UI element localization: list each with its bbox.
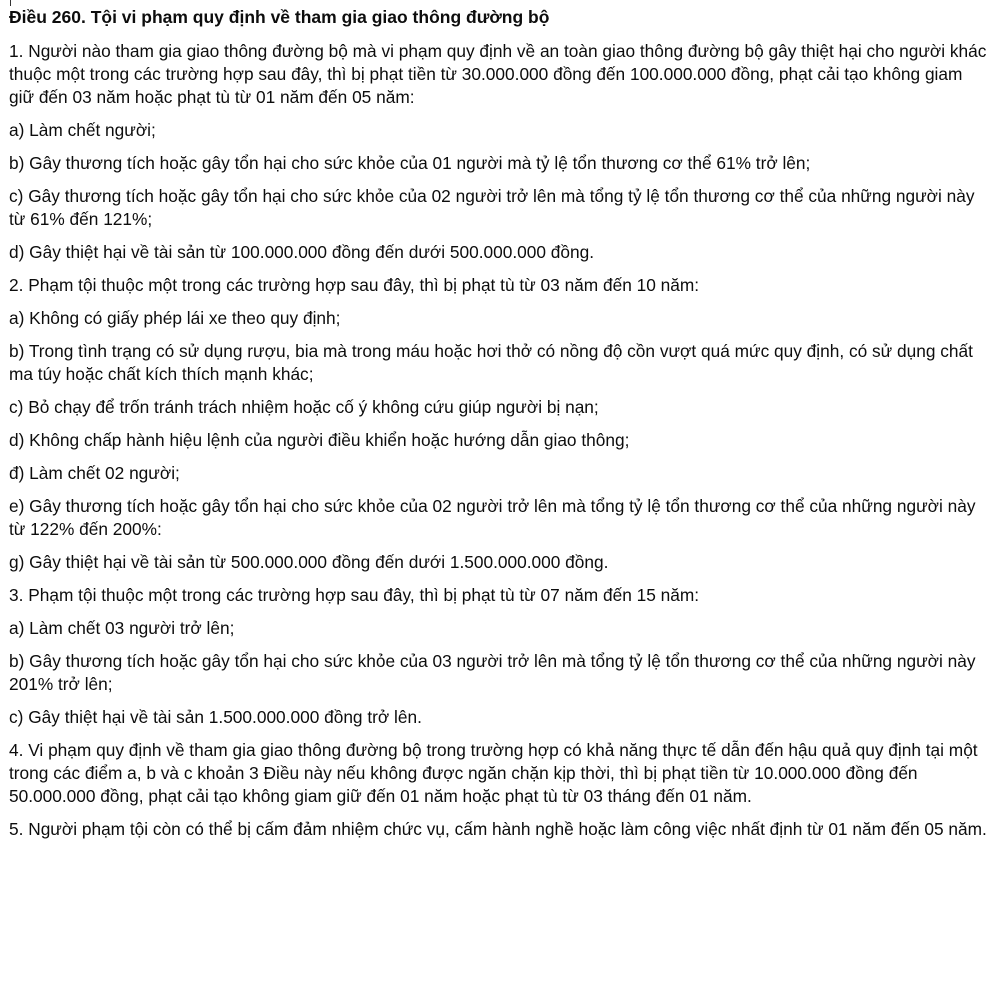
clause-2-point-g: g) Gây thiệt hại về tài sản từ 500.000.000 đồng đến dưới 1.500.000.000 đồng. <box>9 552 609 572</box>
clause-1-point-c: c) Gây thương tích hoặc gây tổn hại cho sức khỏe của 02 người trở lên mà tổng tỷ lệ tổn thương cơ thể của những người này từ 61% đến 121%; <box>9 186 975 229</box>
clause-2: 2. Phạm tội thuộc một trong các trường hợp sau đây, thì bị phạt tù từ 03 năm đến 10 năm: <box>9 275 700 295</box>
clause-1-point-d: d) Gây thiệt hại về tài sản từ 100.000.000 đồng đến dưới 500.000.000 đồng. <box>9 242 595 262</box>
clause-2-point-b: b) Trong tình trạng có sử dụng rượu, bia mà trong máu hoặc hơi thở có nồng độ cồn vượt quá mức quy định, có sử dụng chất ma túy hoặc chất kích thích mạnh khác; <box>9 341 973 384</box>
clause-2-point-a: a) Không có giấy phép lái xe theo quy định; <box>9 308 341 328</box>
clause-4: 4. Vi phạm quy định về tham gia giao thông đường bộ trong trường hợp có khả năng thực tế dẫn đến hậu quả quy định tại một trong các điểm a, b và c khoản 3 Điều này nếu không được ngăn chặn kịp thời, thì bị phạt tiền từ 10.000.000 đồng đến 50.000.000 đồng, phạt cải tạo không giam giữ đến 01 năm hoặc phạt tù từ 03 tháng đến 01 năm. <box>9 740 978 806</box>
clause-3-point-c: c) Gây thiệt hại về tài sản 1.500.000.000 đồng trở lên. <box>9 707 422 727</box>
clause-2-point-c: c) Bỏ chạy để trốn tránh trách nhiệm hoặc cố ý không cứu giúp người bị nạn; <box>9 397 599 417</box>
clause-2-point-dd: đ) Làm chết 02 người; <box>9 463 180 483</box>
article-title: Điều 260. Tội vi phạm quy định về tham gia giao thông đường bộ <box>9 7 550 27</box>
clause-5: 5. Người phạm tội còn có thể bị cấm đảm nhiệm chức vụ, cấm hành nghề hoặc làm công việc nhất định từ 01 năm đến 05 năm. <box>9 819 987 839</box>
clause-3-point-a: a) Làm chết 03 người trở lên; <box>9 618 235 638</box>
text-cursor-mark <box>10 0 11 6</box>
law-article <box>9 0 991 841</box>
clause-2-point-e: e) Gây thương tích hoặc gây tổn hại cho sức khỏe của 02 người trở lên mà tổng tỷ lệ tổn thương cơ thể của những người này từ 122% đến 200%: <box>9 496 976 539</box>
clause-1: 1. Người nào tham gia giao thông đường bộ mà vi phạm quy định về an toàn giao thông đường bộ gây thiệt hại cho người khác thuộc một trong các trường hợp sau đây, thì bị phạt tiền từ 30.000.000 đồng đến 100.000.000 đồng, phạt cải tạo không giam giữ đến 03 năm hoặc phạt tù từ 01 năm đến 05 năm: <box>9 41 987 107</box>
clause-3: 3. Phạm tội thuộc một trong các trường hợp sau đây, thì bị phạt tù từ 07 năm đến 15 năm: <box>9 585 700 605</box>
clause-2-point-d: d) Không chấp hành hiệu lệnh của người điều khiển hoặc hướng dẫn giao thông; <box>9 430 630 450</box>
clause-1-point-a: a) Làm chết người; <box>9 120 156 140</box>
clause-3-point-b: b) Gây thương tích hoặc gây tổn hại cho sức khỏe của 03 người trở lên mà tổng tỷ lệ tổn thương cơ thể của những người này 201% trở lên; <box>9 651 976 694</box>
clause-1-point-b: b) Gây thương tích hoặc gây tổn hại cho sức khỏe của 01 người mà tỷ lệ tổn thương cơ thể 61% trở lên; <box>9 153 811 173</box>
